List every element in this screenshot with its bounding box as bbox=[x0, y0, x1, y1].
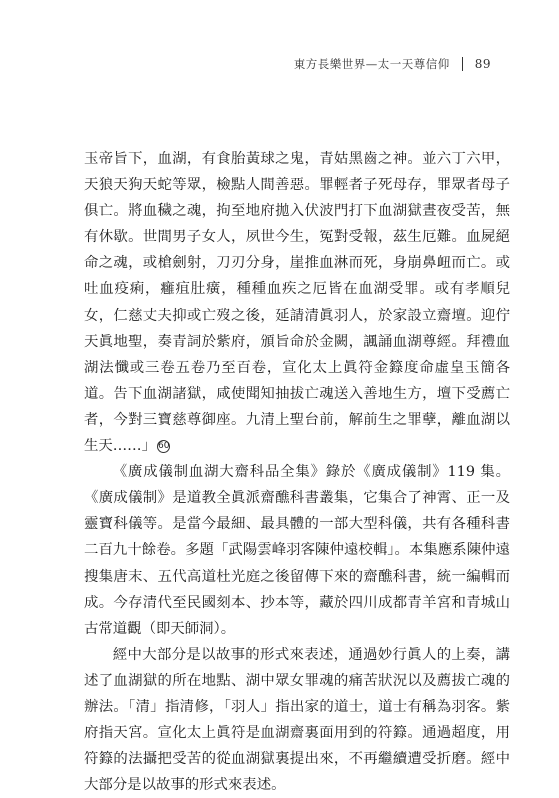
footnote-marker[interactable]: 60 bbox=[157, 441, 170, 452]
running-title: 東方長樂世界—太一天尊信仰 bbox=[293, 57, 450, 71]
running-header bbox=[60, 56, 491, 72]
paragraph-source: 《廣成儀制血湖大齋科品全集》錄於《廣成儀制》119 集。《廣成儀制》是道教全眞派齋醮科書叢集，它集合了神霄、正一及靈寶科儀等。是當今最細、最具體的一部大型科儀，共有各種科書二百九十餘卷。多題「武陽雲峰羽客陳仲遠校輯」。本集應系陳仲遠搜集唐末、五代高道杜光庭之後留傳下來的齋醮科書，統一編輯而成。今存清代至民國刻本、抄本等，藏於四川成都青羊宮和青城山古常道觀（即天師洞）。 bbox=[84, 464, 510, 637]
body-text bbox=[84, 146, 510, 798]
header-divider bbox=[462, 57, 463, 71]
paragraph-explanation: 經中大部分是以故事的形式來表述，通過妙行眞人的上奏，講述了血湖獄的所在地點、湖中眾女罪魂的痛苦狀況以及薦拔亡魂的辦法。「清」指清修，「羽人」指出家的道士，道士有稱為羽客。紫府指天宮。宣化太上眞符是血湖齋裏面用到的符籙。通過超度，用符籙的法攝把受苦的從血湖獄裏提出來，不再繼續遭受折磨。經中大部分是以故事的形式來表述。 bbox=[84, 646, 510, 794]
page-number: 89 bbox=[474, 57, 491, 71]
paragraph-quote-text: 玉帝旨下，血湖，有食胎黃球之鬼，青姑黑齒之神。並六丁六甲，天狼天狗天蛇等眾，檢點人間善惡。罪輕者子死母存，罪眾者母子俱亡。將血穢之魂，拘至地府拋入伏波門打下血湖獄晝夜受苦，無有休歇。世間男子女人，夙世今生，冤對受報，茲生厄難。血屍絕命之魂，或槍劍射，刀刃分身，崖推血淋而死，身崩鼻衄而亡。或吐血疫痢，癰疽肚癀，種種血疾之厄皆在血湖受罪。或有孝順兒女，仁慈丈夫抑或亡歿之後，延請清眞羽人，於家設立齋壇。迎佇天眞地聖，奏青詞於紫府，頒旨命於金闕，諷誦血湖尊經。拜禮血湖法懺或三卷五卷乃至百卷，宣化太上眞符金籙度命虛皇玉簡各道。告下血湖諸獄，咸使聞知抽拔亡魂送入善地生方，壇下受薦亡者，今對三寶慈尊御座。九清上聖台前，解前生之罪孽，離血湖以生天……」 bbox=[84, 151, 510, 455]
paragraph-quote-continuation bbox=[84, 146, 510, 459]
